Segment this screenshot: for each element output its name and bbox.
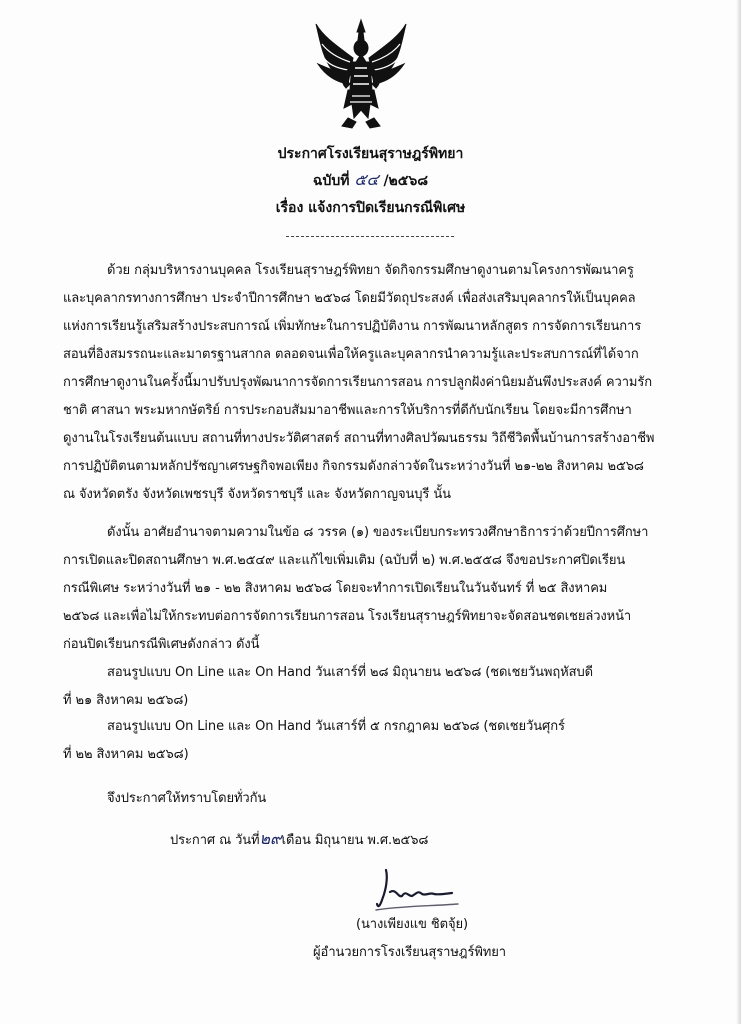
announcement-number	[0, 170, 741, 191]
paragraph2-line: ก่อนปิดเรียนกรณีพิเศษดังกล่าว ดังนี้	[63, 637, 260, 652]
scan-edge-shadow	[736, 0, 741, 1024]
paragraph1-line: ดูงานในโรงเรียนต้นแบบ สถานที่ทางประวัติศาสตร์ สถานที่ทางศิลปวัฒนธรรม วิถีชีวิตพื้นบ้านการสร้างอาชีพ	[63, 431, 655, 446]
garuda-emblem-icon	[312, 18, 410, 130]
announcement-date	[170, 830, 428, 850]
announcement-title: ประกาศโรงเรียนสุราษฎร์พิทยา	[277, 146, 464, 162]
paragraph1-line: ชาติ ศาสนา พระมหากษัตริย์ การประกอบสัมมาอาชีพและการให้บริการที่ดีกับนักเรียน โดยจะมีการศึกษา	[63, 403, 632, 418]
schedule-item-2-line: ที่ ๒๒ สิงหาคม ๒๕๖๘)	[63, 747, 189, 762]
date-suffix: เดือน มิถุนายน พ.ศ.๒๕๖๘	[281, 833, 429, 848]
paragraph1-line: การศึกษาดูงานในครั้งนี้มาปรับปรุงพัฒนาการจัดการเรียนการสอน การปลูกฝังค่านิยมอันพึงประสงค์ ความรัก	[63, 375, 653, 390]
date-prefix: ประกาศ ณ วันที่	[170, 833, 260, 848]
schedule-item-1-line: สอนรูปแบบ On Line และ On Hand วันเสาร์ที่ ๒๘ มิถุนายน ๒๕๖๘ (ชดเชยวันพฤหัสบดี	[107, 665, 593, 680]
paragraph2-line: กรณีพิเศษ ระหว่างวันที่ ๒๑ - ๒๒ สิงหาคม ๒๕๖๘ โดยจะทำการเปิดเรียนในวันจันทร์ ที่ ๒๕ สิงหาคม	[63, 581, 608, 596]
paragraph2-line: การเปิดและปิดสถานศึกษา พ.ศ.๒๕๔๙ และแก้ไขเพิ่มเติม (ฉบับที่ ๒) พ.ศ.๒๕๕๘ จึงขอประกาศปิดเรียน	[63, 553, 626, 568]
paragraph1-line: แห่งการเรียนรู้เสริมสร้างประสบการณ์ เพิ่มทักษะในการปฏิบัติงาน การพัฒนาหลักสูตร การจัดการเรียนการ	[63, 319, 642, 334]
number-prefix: ฉบับที่	[312, 173, 350, 189]
paragraph1-line: ณ จังหวัดตรัง จังหวัดเพชรบุรี จังหวัดราชบุรี และ จังหวัดกาญจนบุรี นั้น	[63, 487, 451, 502]
signature-icon	[372, 866, 462, 912]
schedule-item-2-line: สอนรูปแบบ On Line และ On Hand วันเสาร์ที่ ๕ กรกฎาคม ๒๕๖๘ (ชดเชยวันศุกร์	[107, 719, 565, 734]
paragraph2-line: ดังนั้น อาศัยอำนาจตามความในข้อ ๘ วรรค (๑) ของระเบียบกระทรวงศึกษาธิการว่าด้วยปีการศึกษา	[107, 525, 649, 540]
header-divider	[286, 236, 454, 238]
closing-statement: จึงประกาศให้ทราบโดยทั่วกัน	[107, 791, 267, 806]
number-suffix: /๒๕๖๘	[383, 173, 429, 189]
date-day-handwritten: ๒๙	[259, 829, 282, 848]
paragraph1-line: และบุคลากรทางการศึกษา ประจำปีการศึกษา ๒๕๖๘ โดยมีวัตถุประสงค์ เพื่อส่งเสริมบุคลากรให้เป็นบุคคล	[63, 291, 636, 306]
paragraph2-line: ๒๕๖๘ และเพื่อไม่ให้กระทบต่อการจัดการเรียนการสอน โรงเรียนสุราษฎร์พิทยาจะจัดสอนชดเชยล่วงหน้า	[63, 609, 632, 624]
signatory-name: (นางเพียงแข ชิตจุ้ย)	[356, 917, 468, 932]
signatory-position: ผู้อำนวยการโรงเรียนสุราษฎร์พิทยา	[313, 945, 506, 960]
paragraph1-line: การปฏิบัติตนตามหลักปรัชญาเศรษฐกิจพอเพียง กิจกรรมดังกล่าวจัดในระหว่างวันที่ ๒๑-๒๒ สิงหาคม ๒๕๖๘	[63, 459, 644, 474]
number-handwritten: ๕๔	[354, 170, 379, 189]
paragraph1-line: สอนที่อิงสมรรถนะและมาตรฐานสากล ตลอดจนเพื่อให้ครูและบุคลากรนำความรู้และประสบการณ์ที่ได้จาก	[63, 347, 639, 362]
announcement-subject: เรื่อง แจ้งการปิดเรียนกรณีพิเศษ	[275, 200, 466, 216]
schedule-item-1-line: ที่ ๒๑ สิงหาคม ๒๕๖๘)	[63, 693, 189, 708]
paragraph1-line: ด้วย กลุ่มบริหารงานบุคคล โรงเรียนสุราษฎร์พิทยา จัดกิจกรรมศึกษาดูงานตามโครงการพัฒนาครู	[107, 263, 634, 278]
